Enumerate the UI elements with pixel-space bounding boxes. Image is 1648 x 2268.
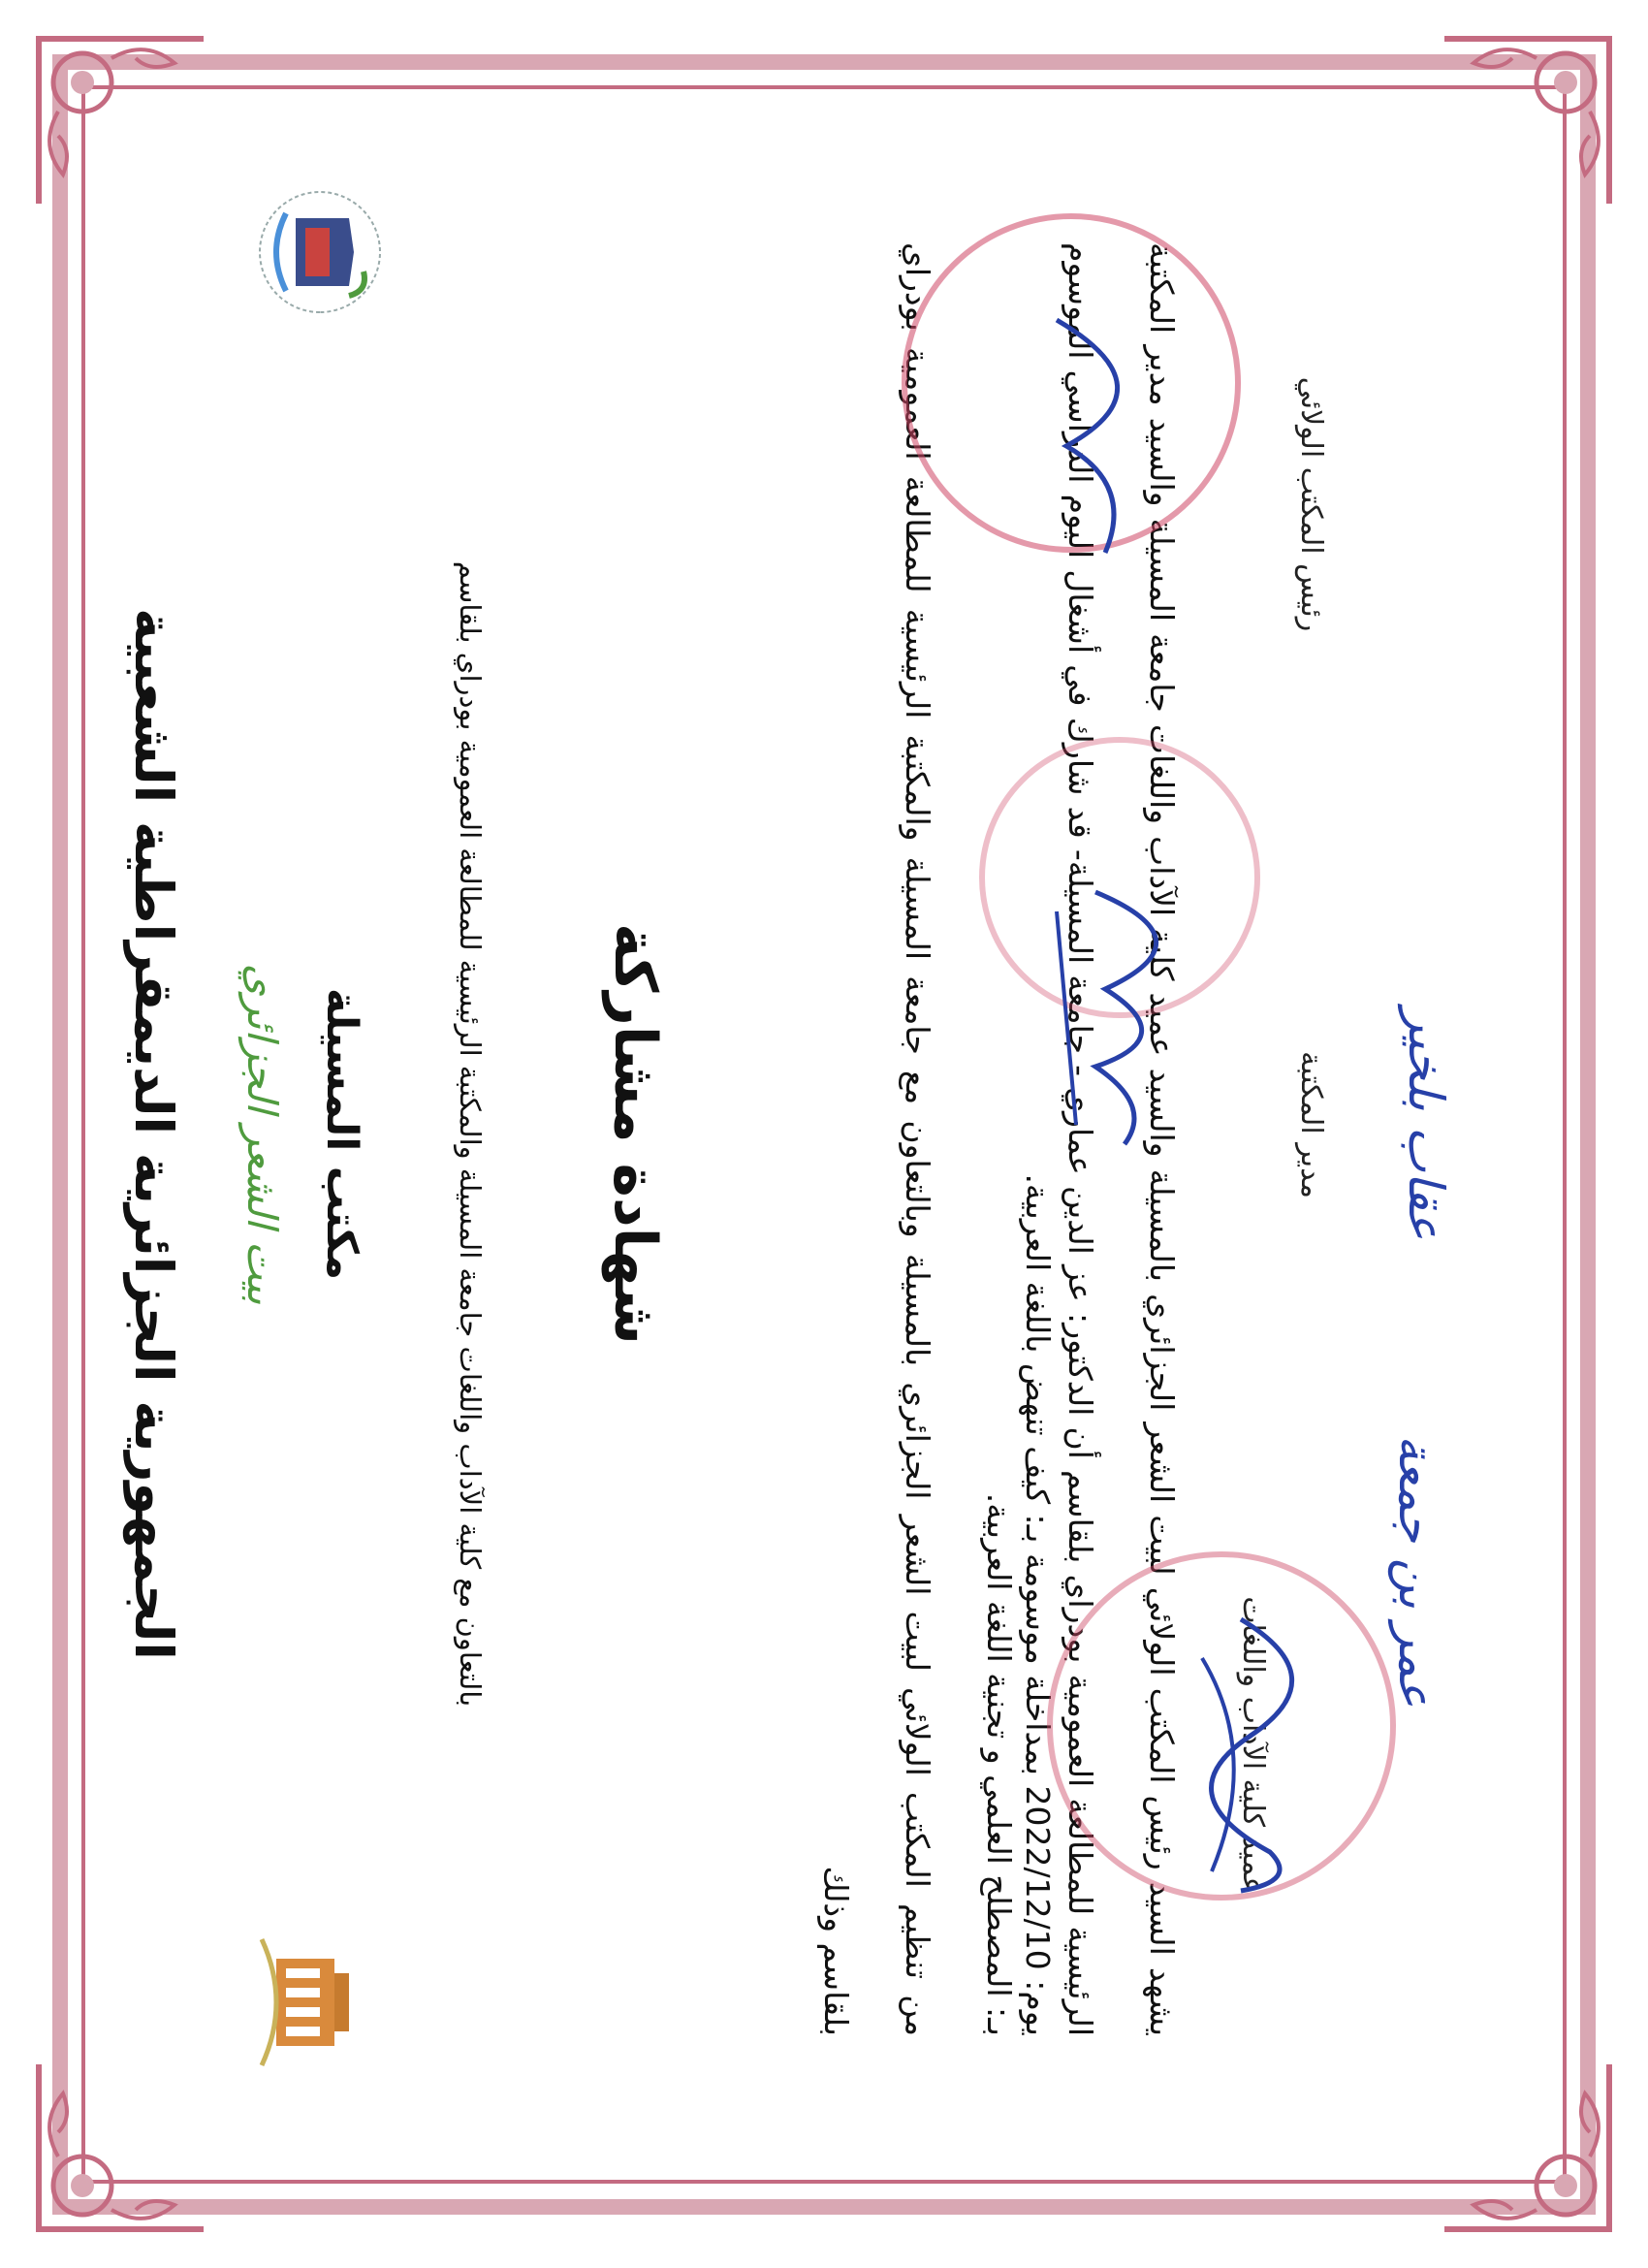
dean-signature-icon [1163, 1600, 1357, 1910]
signer-name: عمر بن جمعة [1388, 1435, 1444, 1708]
republic-heading: الجمهورية الجزائرية الديمقراطية الشعبية [123, 608, 184, 1660]
office-head-signature-label: رئيس المكتب الولائي [1294, 376, 1328, 632]
office-heading: مكتب المسيلة [317, 987, 366, 1281]
body-paragraph: من تنظيم المكتب الولائي لبيت الشعر الجزائري بالمسيلة وبالتعاون مع جامعة المسيلة والمكتبة الرئيسية للمطالعة العمومية بودراي بلقاسم وذلك [817, 242, 936, 2036]
dean-signature-label: عميد كلية الآداب واللغات [1236, 1596, 1270, 1895]
library-director-signature-label: مدير المكتبة [1294, 1051, 1328, 1198]
body-paragraph: يشهد السيد رئيس المكتب الولائي لبيت الشعر الجزائري بالمسيلة والسيد عميد كلية الآداب واللغات جامعة المسيلة والسيد مدير المكتبة الرئيسية للمطالعة العمومية بودراي بلقاسم أن الدكتور: عز الدين عماري - جامعة المسيلة- قد شارك في أشغال اليوم الدراسي الموسوم بـ: المصطلح العلمي و تجنية اللغة العربية. [980, 242, 1181, 2036]
date-line: يوم: 2022/12/10 بمداخلة موسومة بـ: كيف تنهض باللغة العربية. [1019, 1173, 1057, 2036]
director-signature-icon [1028, 873, 1241, 1164]
brand-logo-text: بيت الشعر الجزائري [238, 963, 286, 1305]
certificate-title: شهادة مشاركة [601, 923, 669, 1345]
office-head-signature-icon [998, 291, 1212, 582]
cooperation-line: بالتعاون مع كلية الآداب واللغات جامعة المسيلة والمكتبة الرئيسية للمطالعة العمومية بودراي بلقاسم [454, 560, 487, 1708]
signer-name: عقاب بلخير [1398, 1008, 1454, 1240]
